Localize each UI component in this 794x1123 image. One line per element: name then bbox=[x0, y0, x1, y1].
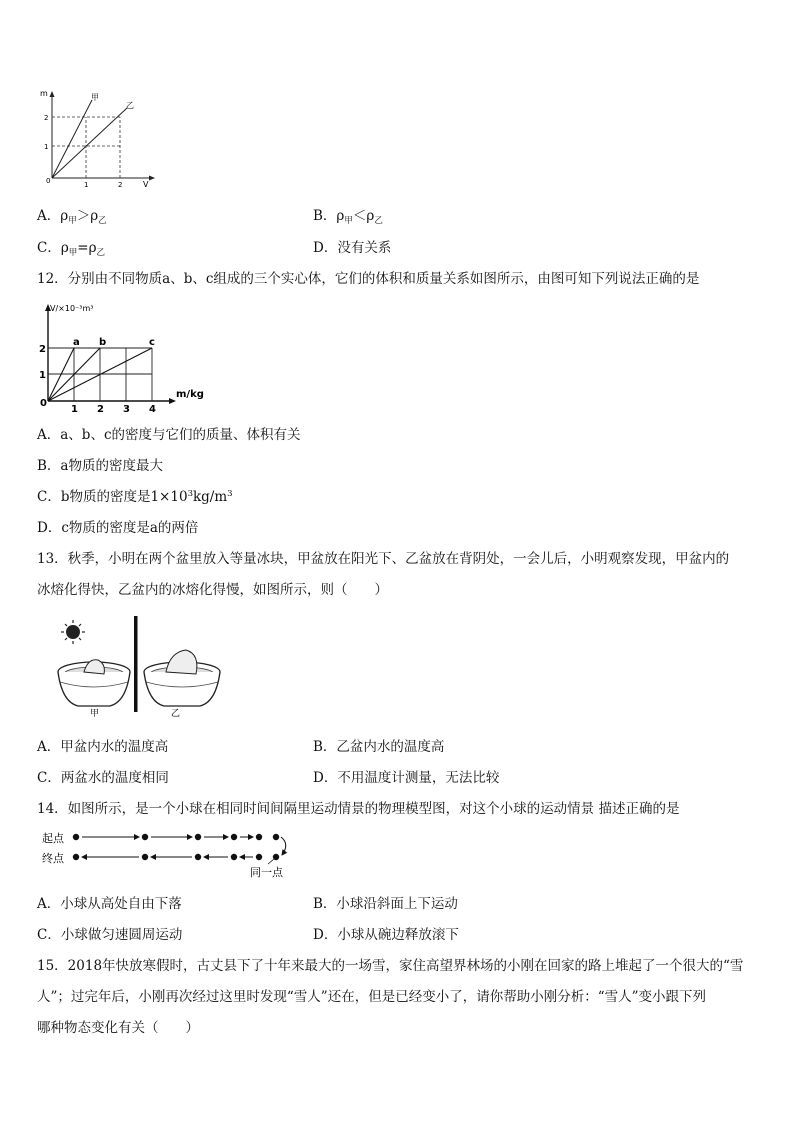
q12-xtick-1: 1 bbox=[71, 404, 78, 415]
q14-stem: 14．如图所示，是一个小球在相同时间间隔里运动情景的物理模型图，对这个小球的运动情景 描述正确的是 bbox=[37, 801, 680, 817]
q11-option-c: C．$\rho_甲=\rho_乙$ bbox=[37, 240, 106, 258]
graph1-xtick-2: 2 bbox=[118, 181, 123, 189]
q12-label-a: a bbox=[73, 337, 80, 348]
sun-icon bbox=[61, 620, 85, 644]
graph1-xtick-1: 1 bbox=[84, 181, 89, 189]
q11-option-a: A．$\rho_甲>\rho_乙$ bbox=[37, 208, 107, 226]
q13-option-b: B．乙盆内水的温度高 bbox=[313, 739, 445, 755]
graph1-x-label: V bbox=[143, 180, 149, 189]
q12-option-c: C．b物质的密度是$1\times 10^3kg/m^3$ bbox=[37, 489, 233, 505]
q13-stem-line2: 冰熔化得快，乙盆内的冰熔化得慢，如图所示，则（ ） bbox=[37, 582, 388, 598]
basin-label-yi: 乙 bbox=[171, 709, 181, 719]
q12-option-d: D．c物质的密度是a的两倍 bbox=[37, 520, 199, 536]
q15-line1: 15．2018年快放寒假时，古丈县下了十年来最大的一场雪，家住高望界林场的小刚在回家的路上堆起了一个很大的“雪 bbox=[37, 958, 744, 974]
graph1-ytick-1: 1 bbox=[44, 143, 49, 151]
q12-label-b: b bbox=[99, 337, 107, 348]
q14-option-d: D．小球从碗边释放滚下 bbox=[313, 927, 459, 943]
graph1-label-yi: 乙 bbox=[126, 101, 134, 110]
q12-option-a: A．a、b、c的密度与它们的质量、体积有关 bbox=[37, 427, 301, 443]
end-label: 终点 bbox=[42, 852, 64, 865]
basin-yi bbox=[144, 650, 220, 706]
ball-motion-figure bbox=[38, 824, 298, 884]
q13-option-c: C．两盆水的温度相同 bbox=[37, 770, 169, 786]
graph1-y-label: m bbox=[40, 89, 48, 98]
volume-mass-graph bbox=[30, 300, 220, 416]
q11-option-d: D．没有关系 bbox=[313, 240, 392, 256]
mass-volume-graph bbox=[30, 88, 170, 190]
graph1-label-jia: 甲 bbox=[91, 93, 99, 102]
q13-option-a: A．甲盆内水的温度高 bbox=[37, 739, 169, 755]
q12-y-label: V/×10⁻³m³ bbox=[50, 304, 94, 313]
start-label: 起点 bbox=[42, 832, 64, 845]
basin-label-jia: 甲 bbox=[90, 709, 100, 719]
q12-xtick-4: 4 bbox=[149, 404, 156, 415]
ice-basins-figure bbox=[38, 612, 256, 720]
q12-x-label: m/kg bbox=[176, 389, 204, 400]
q14-option-a: A．小球从高处自由下落 bbox=[37, 896, 182, 912]
graph1-ytick-2: 2 bbox=[44, 114, 49, 122]
y-axis-arrow bbox=[50, 91, 55, 97]
q15-line3: 哪种物态变化有关（ ） bbox=[37, 1020, 199, 1036]
line-a bbox=[48, 348, 74, 401]
q12-label-c: c bbox=[149, 337, 155, 348]
q14-option-b: B．小球沿斜面上下运动 bbox=[313, 896, 458, 912]
x-axis-arrow bbox=[149, 176, 155, 181]
q12-option-b: B．a物质的密度最大 bbox=[37, 458, 163, 474]
q12-ytick-2: 2 bbox=[39, 344, 46, 355]
graph1-origin: 0 bbox=[46, 177, 51, 185]
q14-option-c: C．小球做匀速圆周运动 bbox=[37, 927, 183, 943]
same-point-label: 同一点 bbox=[250, 866, 283, 879]
q13-option-d: D．不用温度计测量，无法比较 bbox=[313, 770, 500, 786]
q12-xtick-3: 3 bbox=[123, 404, 130, 415]
q12-stem: 12．分别由不同物质a、b、c组成的三个实心体，它们的体积和质量关系如图所示，由图可知下列说法正确的是 bbox=[37, 271, 700, 287]
basin-jia bbox=[58, 660, 130, 706]
line-yi bbox=[52, 108, 127, 178]
divider-wall bbox=[134, 616, 138, 712]
q12-xtick-2: 2 bbox=[97, 404, 104, 415]
q12-ytick-1: 1 bbox=[39, 370, 46, 381]
q11-option-b: B．$\rho_甲<\rho_乙$ bbox=[313, 208, 383, 226]
q13-stem-line1: 13．秋季，小明在两个盆里放入等量冰块，甲盆放在阳光下、乙盆放在背阴处，一会儿后，小明观察发现，甲盆内的 bbox=[37, 551, 730, 567]
q15-line2: 人”；过完年后，小刚再次经过这里时发现“雪人”还在，但是已经变小了，请你帮助小刚分析：“雪人”变小跟下列 bbox=[37, 989, 707, 1005]
q12-origin: 0 bbox=[40, 398, 47, 409]
